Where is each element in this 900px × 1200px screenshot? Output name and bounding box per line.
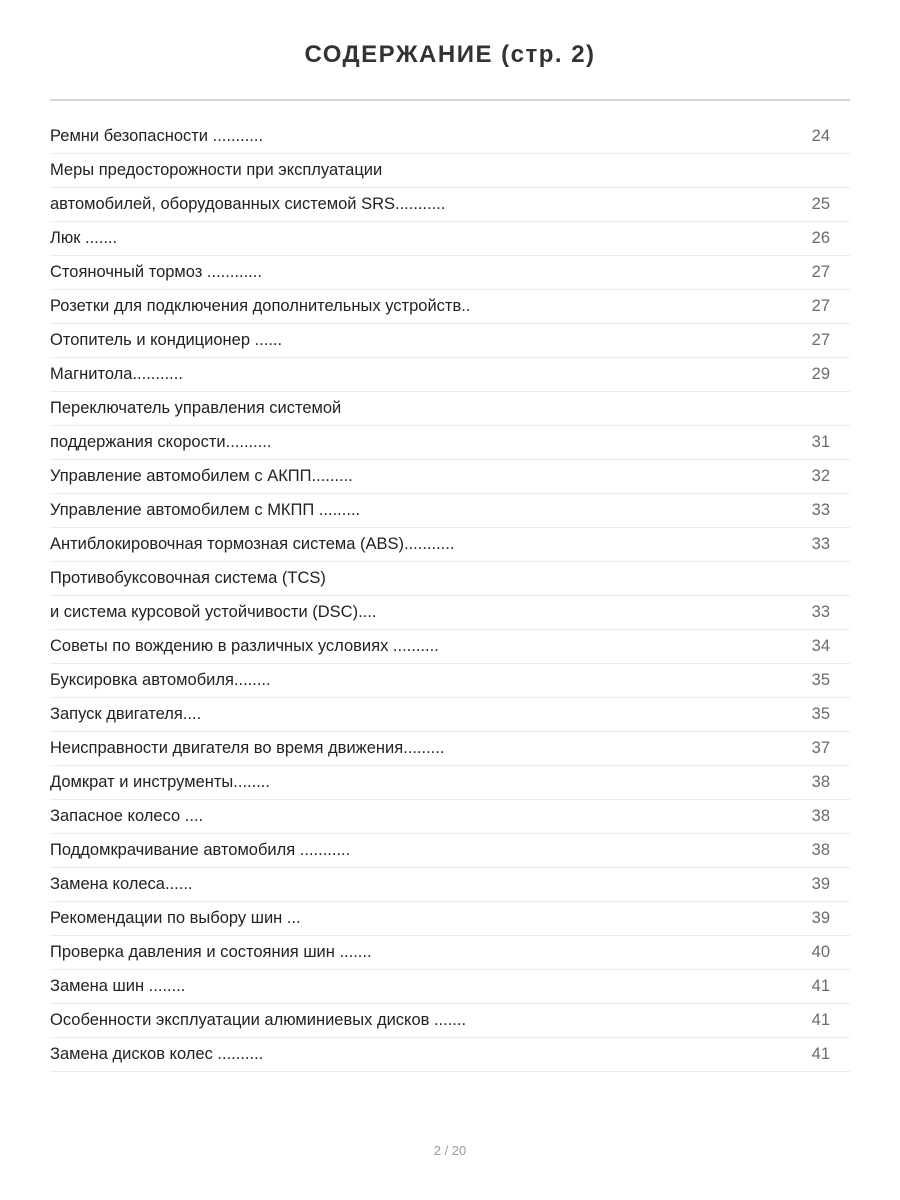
toc-page-number: 37 <box>811 739 830 757</box>
toc-row[interactable] <box>50 222 850 256</box>
toc-entry-text: и система курсовой устойчивости (DSC).... <box>50 603 377 621</box>
toc-row[interactable] <box>50 936 850 970</box>
toc-entry-text: Запасное колесо .... <box>50 807 204 825</box>
title-divider <box>50 99 850 101</box>
toc-entry-text: Буксировка автомобиля........ <box>50 671 271 689</box>
toc-entry-text: Управление автомобилем с АКПП......... <box>50 467 353 485</box>
toc-page-number: 39 <box>811 875 830 893</box>
toc-entry-text: Домкрат и инструменты........ <box>50 773 270 791</box>
toc-row[interactable] <box>50 630 850 664</box>
toc-entry-text: Замена дисков колес .......... <box>50 1045 264 1063</box>
toc-entry-text: Советы по вождению в различных условиях .......... <box>50 637 439 655</box>
toc-entry-text: Замена шин ........ <box>50 977 186 995</box>
toc-row[interactable] <box>50 596 850 630</box>
toc-page-number: 41 <box>811 977 830 995</box>
toc-entry-text: поддержания скорости.......... <box>50 433 272 451</box>
toc-page-number: 38 <box>811 807 830 825</box>
toc-row[interactable] <box>50 766 850 800</box>
toc-entry-text: Переключатель управления системой <box>50 399 342 417</box>
toc-row[interactable] <box>50 188 850 222</box>
toc-entry-text: автомобилей, оборудованных системой SRS........... <box>50 195 446 213</box>
toc-entry-text: Особенности эксплуатации алюминиевых дисков ....... <box>50 1011 467 1029</box>
toc-page-number: 29 <box>811 365 830 383</box>
toc-page-number: 26 <box>811 229 830 247</box>
toc-row[interactable] <box>50 800 850 834</box>
toc-row[interactable] <box>50 290 850 324</box>
toc-row[interactable] <box>50 1004 850 1038</box>
toc-page-number: 27 <box>811 331 830 349</box>
toc-entry-text: Противобуксовочная система (TCS) <box>50 569 326 587</box>
toc-row[interactable] <box>50 562 850 596</box>
toc-entry-text: Меры предосторожности при эксплуатации <box>50 161 383 179</box>
toc-row[interactable] <box>50 970 850 1004</box>
toc-page-number: 34 <box>811 637 830 655</box>
toc-entry-text: Отопитель и кондиционер ...... <box>50 331 283 349</box>
toc-page-number: 32 <box>811 467 830 485</box>
toc-row[interactable] <box>50 528 850 562</box>
toc-row[interactable] <box>50 1038 850 1072</box>
toc-page-number: 33 <box>811 501 830 519</box>
toc-page-number: 35 <box>811 671 830 689</box>
toc-page-number: 35 <box>811 705 830 723</box>
toc-entry-text: Магнитола........... <box>50 365 183 383</box>
toc-page-number: 24 <box>811 127 830 145</box>
toc-page-number: 33 <box>811 535 830 553</box>
toc-page-number: 33 <box>811 603 830 621</box>
toc-row[interactable] <box>50 732 850 766</box>
toc-row[interactable] <box>50 426 850 460</box>
toc-row[interactable] <box>50 698 850 732</box>
toc-page-number: 40 <box>811 943 830 961</box>
toc-row[interactable] <box>50 324 850 358</box>
toc-row[interactable] <box>50 460 850 494</box>
toc-page-number: 25 <box>811 195 830 213</box>
toc-row[interactable] <box>50 154 850 188</box>
toc-entry-text: Антиблокировочная тормозная система (ABS)........... <box>50 535 455 553</box>
toc-row[interactable] <box>50 358 850 392</box>
toc-row[interactable] <box>50 664 850 698</box>
toc-page-number: 38 <box>811 773 830 791</box>
toc-row[interactable] <box>50 256 850 290</box>
toc-row[interactable] <box>50 494 850 528</box>
toc-page-number: 41 <box>811 1011 830 1029</box>
toc-row[interactable] <box>50 868 850 902</box>
toc-entry-text: Управление автомобилем с МКПП ......... <box>50 501 361 519</box>
toc-entry-text: Поддомкрачивание автомобиля ........... <box>50 841 351 859</box>
toc-row[interactable] <box>50 120 850 154</box>
toc-list <box>50 120 850 1072</box>
page-indicator: 2 / 20 <box>433 1143 467 1158</box>
toc-entry-text: Проверка давления и состояния шин ....... <box>50 943 372 961</box>
toc-row[interactable] <box>50 392 850 426</box>
toc-page-number: 38 <box>811 841 830 859</box>
toc-entry-text: Запуск двигателя.... <box>50 705 202 723</box>
toc-page-number: 41 <box>811 1045 830 1063</box>
toc-entry-text: Замена колеса...... <box>50 875 193 893</box>
toc-page-number: 27 <box>811 297 830 315</box>
toc-entry-text: Неисправности двигателя во время движения......... <box>50 739 445 757</box>
page-title: СОДЕРЖАНИЕ (стр. 2) <box>304 41 596 68</box>
toc-entry-text: Розетки для подключения дополнительных устройств.. <box>50 297 471 315</box>
toc-page-number: 39 <box>811 909 830 927</box>
toc-row[interactable] <box>50 834 850 868</box>
toc-entry-text: Стояночный тормоз ............ <box>50 263 262 281</box>
toc-page-number: 27 <box>811 263 830 281</box>
toc-entry-text: Ремни безопасности ........... <box>50 127 264 145</box>
toc-entry-text: Рекомендации по выбору шин ... <box>50 909 301 927</box>
toc-entry-text: Люк ....... <box>50 229 118 247</box>
toc-page-number: 31 <box>811 433 830 451</box>
toc-row[interactable] <box>50 902 850 936</box>
